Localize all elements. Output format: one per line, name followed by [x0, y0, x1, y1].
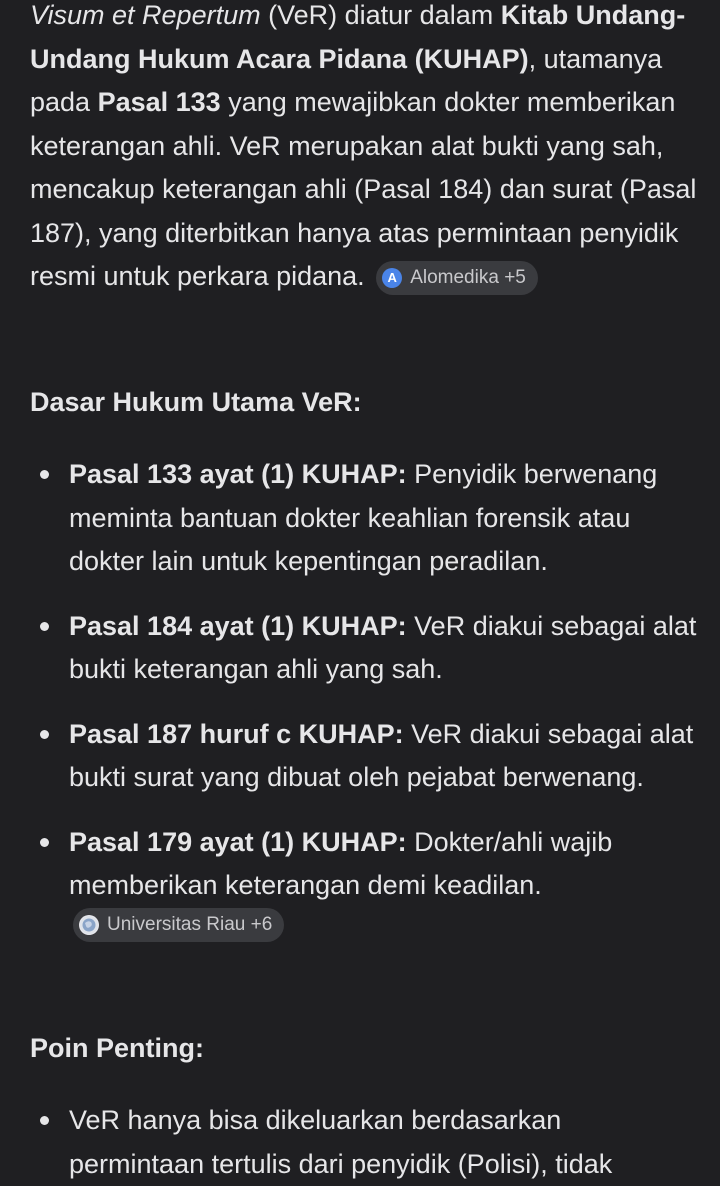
item-text: Penyidik berwenang meminta bantuan dokter keahlian forensik atau dokter lain untuk kepentingan peradilan. [69, 459, 658, 576]
list-item [30, 821, 698, 952]
item-bold: Pasal 184 ayat (1) KUHAP: [69, 610, 407, 641]
item-text: Dokter/ahli wajib memberikan keterangan demi keadilan. [69, 826, 613, 900]
list-item [30, 713, 698, 800]
intro-italic: Visum et Repertum [30, 0, 261, 30]
list-item [30, 1099, 698, 1186]
section-heading-poin-penting: Poin Penting: [30, 1033, 204, 1063]
item-text: VeR diakui sebagai alat bukti surat yang dibuat oleh pejabat berwenang. [69, 718, 694, 792]
item-bold: Pasal 187 huruf c KUHAP: [69, 718, 404, 749]
intro-text-1: (VeR) diatur dalam [260, 0, 501, 30]
list-item [30, 605, 698, 692]
intro-paragraph [30, 0, 698, 299]
dasar-hukum-list [30, 453, 698, 951]
intro-bold-kuhap: Kitab Undang-Undang Hukum Acara Pidana (KUHAP) [30, 0, 686, 74]
source-chip-alomedika[interactable] [376, 261, 538, 295]
item-text: VeR diakui sebagai alat bukti keterangan ahli yang sah. [69, 610, 697, 684]
alomedika-icon: A [382, 268, 402, 288]
item-bold: Pasal 179 ayat (1) KUHAP: [69, 826, 407, 857]
list-item [30, 453, 698, 584]
section-heading-dasar-hukum: Dasar Hukum Utama VeR: [30, 387, 362, 417]
poin-penting-list [30, 1099, 698, 1186]
intro-bold-pasal: Pasal 133 [97, 87, 221, 117]
source-chip-universitas-riau[interactable] [73, 908, 284, 942]
item-text: VeR hanya bisa dikeluarkan berdasarkan permintaan tertulis dari penyidik (Polisi), tidak [69, 1105, 613, 1179]
source-chip-label: Alomedika +5 [410, 267, 526, 288]
intro-text-3: yang mewajibkan dokter memberikan keterangan ahli. VeR merupakan alat bukti yang sah, mencakup keterangan ahli (Pasal 184) dan surat (Pasal 187), yang diterbitkan hanya atas permintaan penyidik resmi untuk perkara pidana. [30, 87, 697, 291]
source-chip-label: Universitas Riau +6 [107, 913, 273, 935]
intro-text-2: , utamanya pada [30, 43, 663, 117]
globe-icon [79, 915, 99, 935]
item-bold: Pasal 133 ayat (1) KUHAP: [69, 459, 407, 489]
